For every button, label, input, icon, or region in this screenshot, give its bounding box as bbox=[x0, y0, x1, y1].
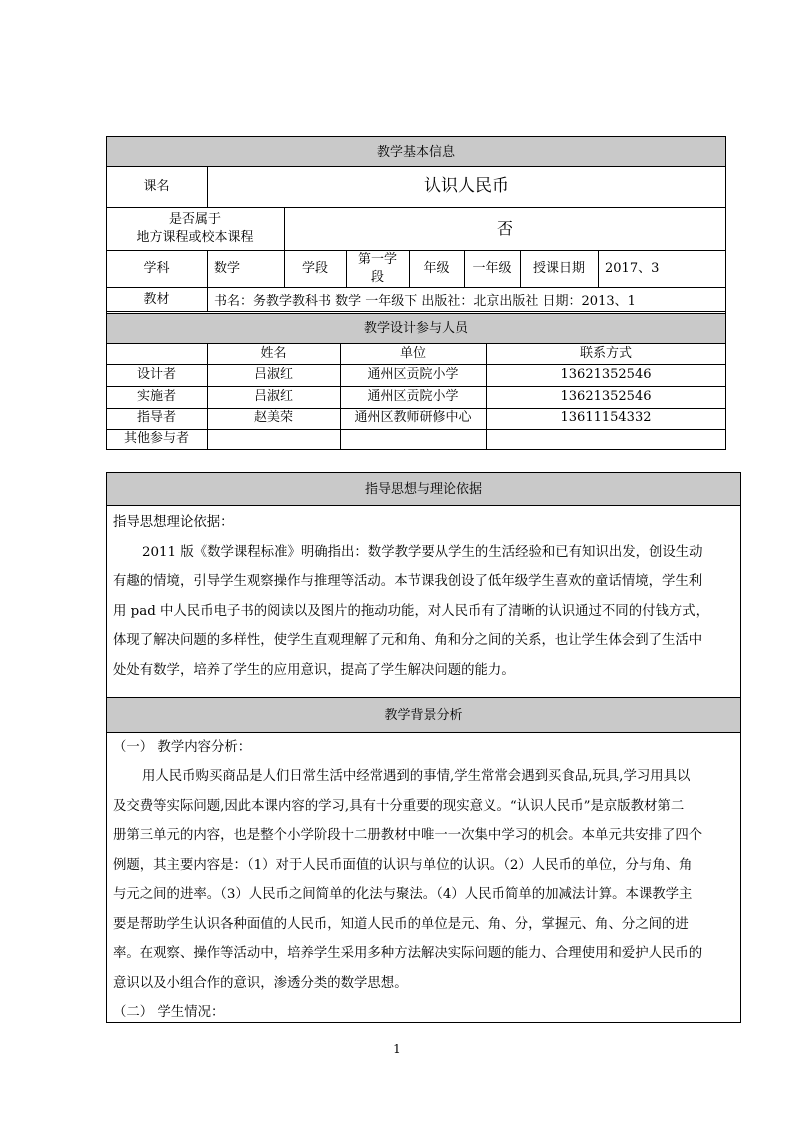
participants-header: 教学设计参与人员 bbox=[363, 321, 468, 336]
stage-value-line1: 第一学 bbox=[357, 252, 397, 267]
course-label: 课名 bbox=[143, 179, 170, 194]
guidance-intro: 指导思想理论依据： bbox=[113, 515, 234, 530]
background-line: 要是帮助学生认识各种面值的人民币，知道人民币的单位是元、角、分，掌握元、角、分之间的进 bbox=[113, 917, 689, 932]
name-cell: 吕淑红 bbox=[253, 389, 293, 404]
background-subheading-content: （一） 教学内容分析： bbox=[113, 740, 252, 755]
textbook-label: 教材 bbox=[143, 292, 170, 307]
background-line: 与元之间的进率。（3）人民币之间简单的化法与聚法。（4）人民币简单的加减法计算。本课教学主 bbox=[113, 887, 693, 902]
guidance-line: 用 pad 中人民币电子书的阅读以及图片的拖动功能，对人民币有了清晰的认识通过不同的付钱方式， bbox=[113, 604, 710, 619]
background-line: 意识以及小组合作的意识，渗透分类的数学思想。 bbox=[113, 976, 408, 991]
role-cell: 设计者 bbox=[136, 367, 176, 382]
guidance-line: 处处有数学，培养了学生的应用意识，提高了学生解决问题的能力。 bbox=[113, 663, 515, 678]
date-value: 2017、3 bbox=[605, 261, 660, 276]
stage-label: 学段 bbox=[301, 261, 328, 276]
col-header-name: 姓名 bbox=[260, 346, 287, 361]
contact-cell: 13621352546 bbox=[560, 389, 652, 404]
grade-label: 年级 bbox=[423, 261, 450, 276]
guidance-line: 体现了解决问题的多样性，使学生直观理解了元和角、角和分之间的关系，也让学生体会到了生活中 bbox=[113, 633, 703, 648]
contact-cell: 13621352546 bbox=[560, 367, 652, 382]
name-cell: 赵美荣 bbox=[253, 410, 293, 425]
date-label: 授课日期 bbox=[532, 261, 585, 276]
local-course-label-line1: 是否属于 bbox=[168, 212, 221, 227]
background-subheading-students: （二） 学生情况： bbox=[113, 1005, 225, 1020]
subject-label: 学科 bbox=[143, 261, 170, 276]
guidance-line: 2011 版《数学课程标准》明确指出：数学教学要从学生的生活经验和已有知识出发，创设生动 bbox=[142, 545, 703, 560]
guidance-header: 指导思想与理论依据 bbox=[364, 482, 482, 497]
textbook-value: 书名：务教学教科书 数学 一年级下 出版社：北京出版社 日期：2013、1 bbox=[214, 294, 636, 309]
role-cell: 实施者 bbox=[136, 389, 176, 404]
background-line: 册第三单元的内容，也是整个小学阶段十二册教材中唯一一次集中学习的机会。本单元共安排了四个 bbox=[113, 828, 703, 843]
local-course-label-line2: 地方课程或校本课程 bbox=[136, 230, 254, 245]
role-cell: 指导者 bbox=[136, 410, 176, 425]
unit-cell: 通州区贡院小学 bbox=[367, 389, 459, 404]
local-course-value: 否 bbox=[496, 219, 513, 238]
background-header: 教学背景分析 bbox=[384, 708, 463, 723]
grade-value: 一年级 bbox=[472, 261, 512, 276]
subject-value: 数学 bbox=[214, 261, 241, 276]
role-cell: 其他参与者 bbox=[123, 431, 189, 446]
unit-cell: 通州区教师研修中心 bbox=[354, 410, 472, 425]
col-header-contact: 联系方式 bbox=[579, 346, 632, 361]
background-line: 及交费等实际问题,因此本课内容的学习,具有十分重要的现实意义。“认识人民币”是京版教材第二 bbox=[113, 799, 685, 814]
name-cell: 吕淑红 bbox=[253, 367, 293, 382]
col-header-unit: 单位 bbox=[399, 346, 426, 361]
basic-info-header: 教学基本信息 bbox=[376, 145, 455, 160]
guidance-line: 有趣的情境，引导学生观察操作与推理等活动。本节课我创设了低年级学生喜欢的童话情境，学生利 bbox=[113, 574, 703, 589]
course-value: 认识人民币 bbox=[424, 176, 509, 196]
unit-cell: 通州区贡院小学 bbox=[367, 367, 459, 382]
stage-value-line2: 段 bbox=[370, 270, 384, 285]
background-line: 率。在观察、操作等活动中，培养学生采用多种方法解决实际问题的能力、合理使用和爱护人民币的 bbox=[113, 946, 703, 961]
page-number: 1 bbox=[393, 1042, 401, 1056]
background-line: 例题，其主要内容是：（1）对于人民币面值的认识与单位的认识。（2）人民币的单位，分与角、角 bbox=[113, 858, 693, 873]
contact-cell: 13611154332 bbox=[560, 410, 652, 425]
background-line: 用人民币购买商品是人们日常生活中经常遇到的事情,学生常常会遇到买食品,玩具,学习用具以 bbox=[142, 769, 691, 784]
